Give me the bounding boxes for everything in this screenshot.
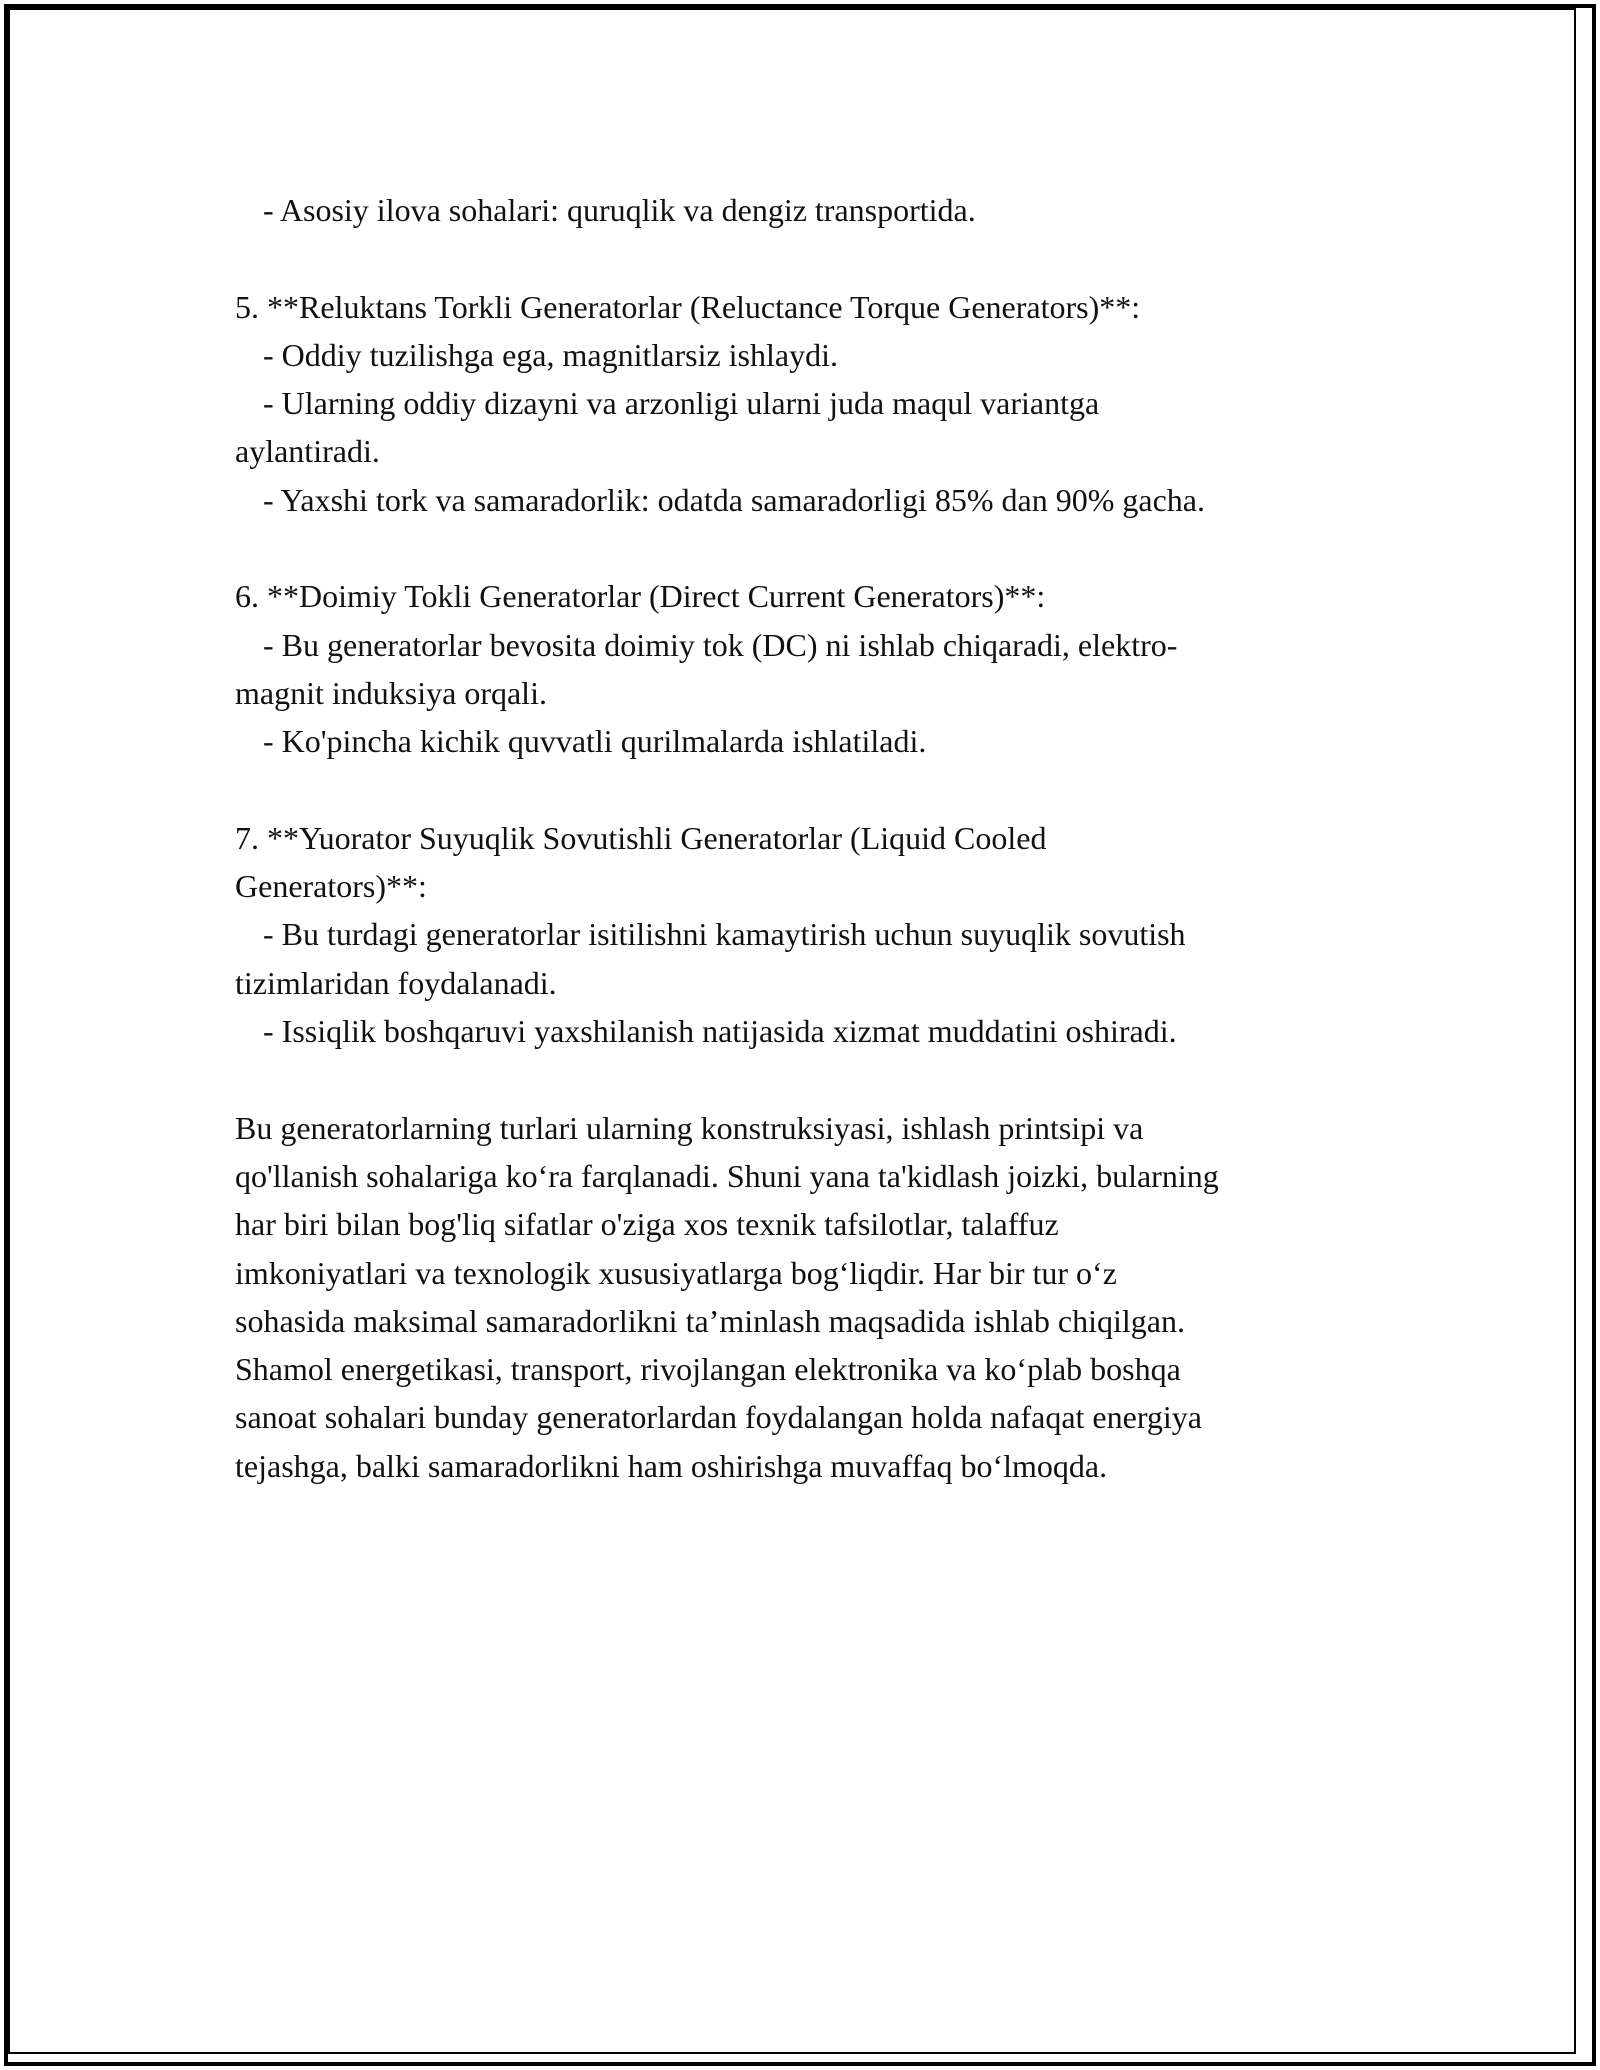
spacer <box>235 524 1370 572</box>
section-heading-continuation: Generators)**: <box>235 868 427 905</box>
section-heading: 7. **Yuorator Suyuqlik Sovutishli Generatorlar (Liquid Cooled <box>235 819 1047 856</box>
paragraph-line: tejashga, balki samaradorlikni ham oshirishga muvaffaq bo‘lmoqda. <box>235 1447 1108 1484</box>
spacer <box>235 766 1370 814</box>
bullet-line: - Bu generatorlar bevosita doimiy tok (DC) ni ishlab chiqaradi, elektro- <box>263 626 1178 663</box>
section-heading: 6. **Doimiy Tokli Generatorlar (Direct Current Generators)**: <box>235 578 1046 615</box>
paragraph-line: sanoat sohalari bunday generatorlardan foydalangan holda nafaqat energiya <box>235 1399 1202 1436</box>
spacer <box>235 1055 1370 1103</box>
bullet-line: - Ko'pincha kichik quvvatli qurilmalarda ishlatiladi. <box>263 723 927 760</box>
bullet-line: - Oddiy tuzilishga ega, magnitlarsiz ishlaydi. <box>263 336 838 373</box>
conclusion-paragraph <box>235 1104 1370 1490</box>
paragraph-line: imkoniyatlari va texnologik xususiyatlarga bog‘liqdir. Har bir tur o‘z <box>235 1254 1117 1291</box>
bullet-line: - Ularning oddiy dizayni va arzonligi ularni juda maqul variantga <box>263 385 1100 422</box>
paragraph-line: qo'llanish sohalariga ko‘ra farqlanadi. Shuni yana ta'kidlash joizki, bularning <box>235 1157 1219 1194</box>
bullet-line: - Bu turdagi generatorlar isitilishni kamaytirish uchun suyuqlik sovutish <box>263 916 1186 953</box>
paragraph-line: Bu generatorlarning turlari ularning konstruksiyasi, ishlash printsipi va <box>235 1109 1144 1146</box>
document-body <box>235 186 1370 1490</box>
bullet-continuation: tizimlaridan foydalanadi. <box>235 964 557 1001</box>
paragraph-line: sohasida maksimal samaradorlikni ta’minlash maqsadida ishlab chiqilgan. <box>235 1302 1185 1339</box>
paragraph-line: Shamol energetikasi, transport, rivojlangan elektronika va ko‘plab boshqa <box>235 1351 1181 1388</box>
bullet-continuation: magnit induksiya orqali. <box>235 674 547 711</box>
bullet-continuation: aylantiradi. <box>235 433 380 470</box>
section-heading: 5. **Reluktans Torkli Generatorlar (Reluctance Torque Generators)**: <box>235 288 1141 325</box>
intro-bullet: - Asosiy ilova sohalari: quruqlik va dengiz transportida. <box>263 192 976 228</box>
bullet-line: - Yaxshi tork va samaradorlik: odatda samaradorligi 85% dan 90% gacha. <box>263 481 1205 518</box>
paragraph-line: har biri bilan bog'liq sifatlar o'ziga xos texnik tafsilotlar, talaffuz <box>235 1206 1059 1243</box>
bullet-line: - Issiqlik boshqaruvi yaxshilanish natijasida xizmat muddatini oshiradi. <box>263 1013 1177 1050</box>
spacer <box>235 234 1370 282</box>
